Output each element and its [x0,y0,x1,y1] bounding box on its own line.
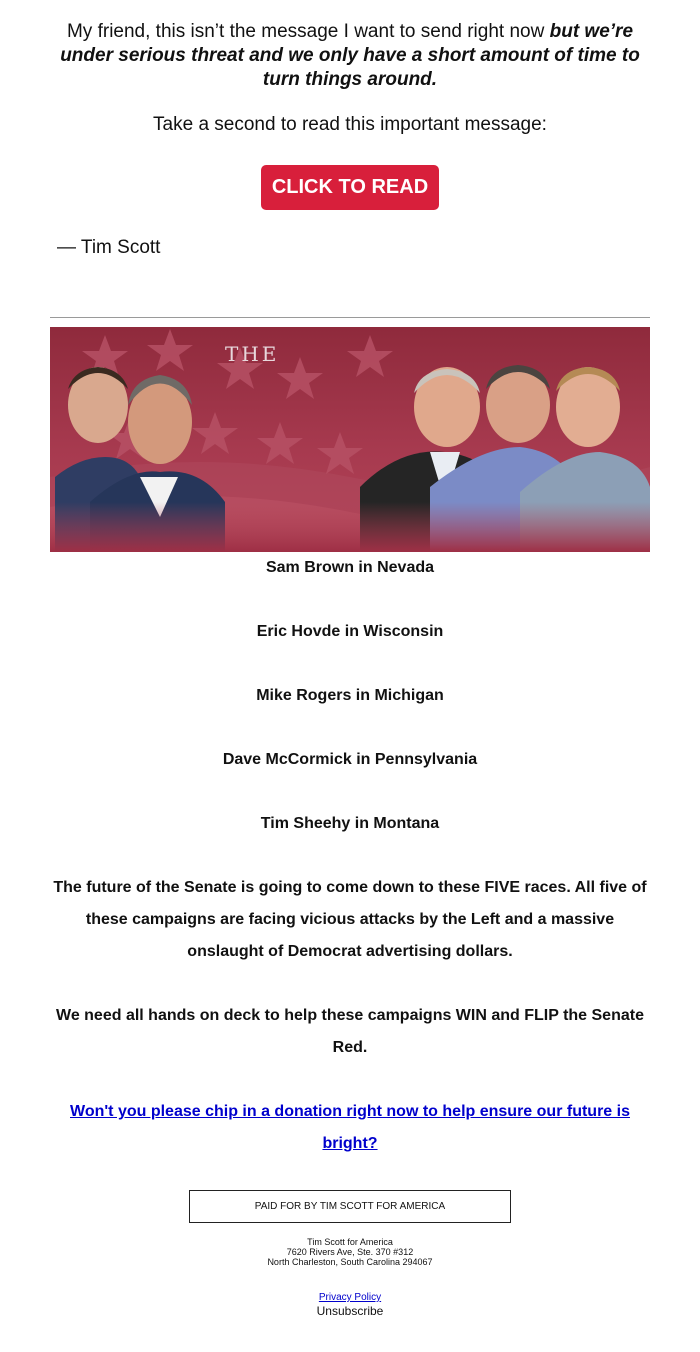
street-address: 7620 Rivers Ave, Ste. 370 #312 [286,1247,414,1257]
candidates-banner [50,327,650,552]
candidate-item: Mike Rogers in Michigan [256,687,444,704]
banner-wordmark: THE [225,342,280,366]
read-prompt: Take a second to read this important message: [153,114,547,135]
unsubscribe-link[interactable]: Unsubscribe [316,1304,384,1318]
org-name: Tim Scott for America [307,1237,393,1247]
divider [50,317,650,318]
candidate-list [50,556,650,876]
candidate-item: Eric Hovde in Wisconsin [256,623,444,640]
candidate-item: Sam Brown in Nevada [265,559,435,576]
senate-future-paragraph: The future of the Senate is going to come down to these FIVE races. All five of these campaigns are facing vicious attacks by the Left and a massive onslaught of Democrat advertising dollars. [53,879,647,960]
donate-link[interactable]: Won't you please chip in a donation right now to help ensure our future is bright? [70,1103,630,1152]
all-hands-paragraph: We need all hands on deck to help these campaigns WIN and FLIP the Senate Red. [56,1007,644,1056]
city-address: North Charleston, South Carolina 294067 [267,1257,433,1267]
candidate-item: Dave McCormick in Pennsylvania [222,751,478,768]
click-to-read-button[interactable]: CLICK TO READ [261,165,439,210]
banner-image [50,327,650,552]
mailing-address [50,1237,650,1267]
signoff: — Tim Scott [57,237,161,258]
privacy-policy-link[interactable]: Privacy Policy [318,1292,382,1303]
privacy-section [50,1292,650,1303]
intro-emphasis: but we’re under serious threat and we only have a short amount of time to turn things around. [60,21,640,90]
paid-for-box: PAID FOR BY TIM SCOTT FOR AMERICA [189,1190,511,1223]
candidate-item: Tim Sheehy in Montana [260,815,440,832]
donate-section [50,1096,650,1160]
intro-message [50,20,650,92]
intro-lead: My friend, this isn’t the message I want to send right now [66,21,545,42]
